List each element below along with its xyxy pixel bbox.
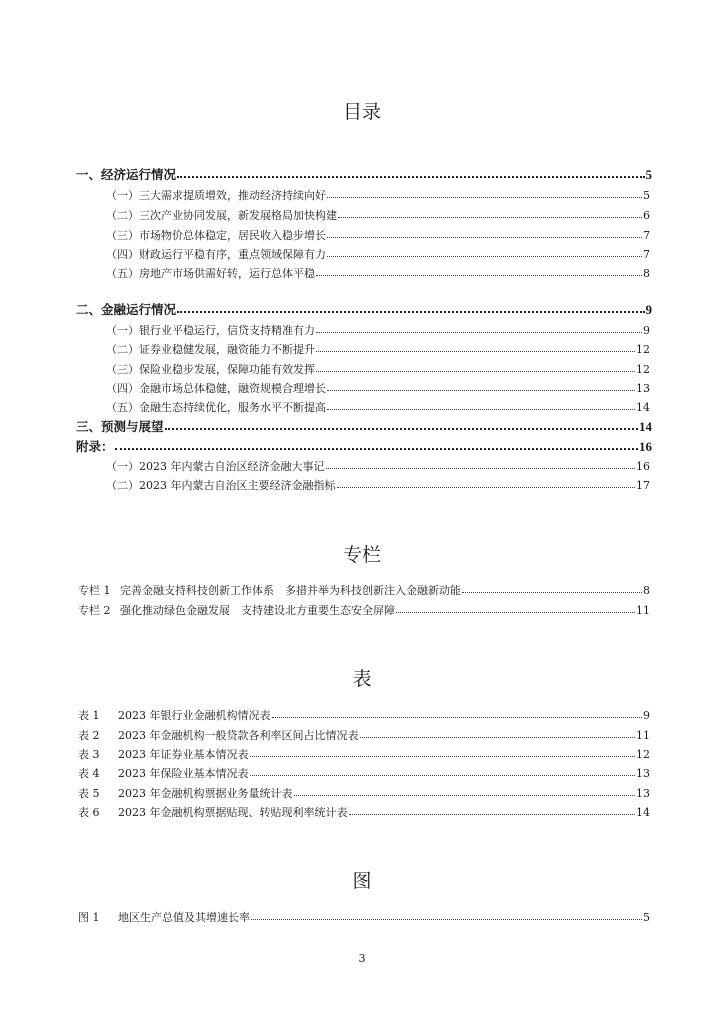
dot-leader xyxy=(316,340,635,352)
table-text: 2023 年保险业基本情况表 xyxy=(118,767,249,780)
toc-entry-page: 9 xyxy=(643,324,650,337)
toc-entry-label: （三）市场物价总体稳定，居民收入稳步增长 xyxy=(106,229,326,242)
toc-entry-label: （二）2023 年内蒙古自治区主要经济金融指标 xyxy=(106,479,336,492)
toc-entry-label: 三、预测与展望 xyxy=(76,419,164,434)
figure-entry-1[interactable] xyxy=(78,909,650,925)
dot-leader xyxy=(250,764,636,776)
toc-entry-page: 9 xyxy=(645,302,652,317)
toc-entry-page: 6 xyxy=(643,209,650,222)
table-text: 2023 年金融机构票据业务量统计表 xyxy=(118,787,293,800)
dot-leader xyxy=(338,206,642,218)
dot-leader xyxy=(327,398,635,410)
toc-entry-label: （二）三次产业协同发展，新发展格局加快构建 xyxy=(106,209,337,222)
dot-leader xyxy=(250,745,636,757)
toc-entry-2-2[interactable] xyxy=(106,341,650,357)
dot-leader xyxy=(115,437,638,450)
dot-leader xyxy=(360,726,636,738)
dot-leader xyxy=(462,581,642,593)
column-entry-1[interactable] xyxy=(78,582,650,598)
column-text: 强化推动绿色金融发展 支持建设北方重要生态安全屏障 xyxy=(120,604,395,617)
figure-label: 图 1 xyxy=(78,911,100,924)
toc-entry-label: 二、金融运行情况 xyxy=(76,302,177,317)
toc-entry-2-3[interactable] xyxy=(106,361,650,377)
toc-entry-appendix-2[interactable] xyxy=(106,477,650,493)
table-text: 2023 年证券业基本情况表 xyxy=(118,748,249,761)
toc-entry-page: 16 xyxy=(636,460,650,473)
toc-entry-label: （一）银行业平稳运行，信贷支持精准有力 xyxy=(106,324,315,337)
dot-leader xyxy=(349,803,636,815)
toc-entry-label: （三）保险业稳步发展，保障功能有效发挥 xyxy=(106,363,315,376)
toc-entry-page: 8 xyxy=(643,267,650,280)
column-text: 完善金融支持科技创新工作体系 多措并举为科技创新注入金融新动能 xyxy=(120,584,461,597)
toc-entry-page: 14 xyxy=(639,419,652,434)
toc-entry-page: 7 xyxy=(643,229,650,242)
toc-entry-label: （四）金融市场总体稳健，融资规模合理增长 xyxy=(106,382,326,395)
toc-entry-section-1[interactable] xyxy=(76,166,652,182)
column-label: 专栏 1 xyxy=(78,584,111,597)
toc-entry-section-3[interactable] xyxy=(76,418,652,434)
figure-text: 地区生产总值及其增速长率 xyxy=(118,911,250,924)
table-text: 2023 年金融机构一般贷款各利率区间占比情况表 xyxy=(118,729,359,742)
dot-leader xyxy=(326,457,636,469)
toc-entry-page: 5 xyxy=(645,167,652,182)
column-page: 11 xyxy=(636,604,650,617)
toc-entry-label: （五）金融生态持续优化，服务水平不断提高 xyxy=(106,401,326,414)
toc-entry-page: 14 xyxy=(636,401,650,414)
toc-entry-page: 17 xyxy=(636,479,650,492)
toc-entry-page: 5 xyxy=(643,189,650,202)
column-page: 8 xyxy=(643,584,650,597)
table-label: 表 1 xyxy=(78,709,100,722)
dot-leader xyxy=(396,601,635,613)
toc-entry-label: （五）房地产市场供需好转，运行总体平稳 xyxy=(106,267,315,280)
figure-page: 5 xyxy=(643,911,650,924)
table-entry-6[interactable] xyxy=(78,804,650,820)
toc-entry-1-1[interactable] xyxy=(106,187,650,203)
dot-leader xyxy=(316,264,642,276)
toc-entry-label: （一）三大需求提质增效，推动经济持续向好 xyxy=(106,189,326,202)
table-entry-1[interactable] xyxy=(78,707,650,723)
tables-title: 表 xyxy=(352,668,372,690)
toc-entry-1-2[interactable] xyxy=(106,207,650,223)
table-entry-3[interactable] xyxy=(78,746,650,762)
table-page: 12 xyxy=(636,748,650,761)
dot-leader xyxy=(327,226,642,238)
toc-entry-page: 7 xyxy=(643,248,650,261)
figures-title: 图 xyxy=(352,870,372,892)
table-label: 表 4 xyxy=(78,767,100,780)
table-page: 9 xyxy=(643,709,650,722)
toc-entry-appendix-1[interactable] xyxy=(106,458,650,474)
table-page: 13 xyxy=(636,767,650,780)
dot-leader xyxy=(177,300,644,313)
table-page: 13 xyxy=(636,787,650,800)
dot-leader xyxy=(251,908,642,920)
table-text: 2023 年银行业金融机构情况表 xyxy=(118,709,271,722)
toc-entry-page: 12 xyxy=(636,363,650,376)
column-label: 专栏 2 xyxy=(78,604,111,617)
toc-entry-1-3[interactable] xyxy=(106,227,650,243)
dot-leader xyxy=(327,379,635,391)
dot-leader xyxy=(327,245,642,257)
columns-title: 专栏 xyxy=(342,544,381,566)
toc-entry-appendix[interactable] xyxy=(76,438,652,454)
table-text: 2023 年金融机构票据贴现、转贴现利率统计表 xyxy=(118,806,348,819)
dot-leader xyxy=(165,417,638,430)
toc-entry-label: （一）2023 年内蒙古自治区经济金融大事记 xyxy=(106,460,325,473)
dot-leader xyxy=(316,360,635,372)
dot-leader xyxy=(177,165,644,178)
toc-entry-label: （二）证券业稳健发展，融资能力不断提升 xyxy=(106,343,315,356)
toc-entry-2-5[interactable] xyxy=(106,399,650,415)
table-label: 表 6 xyxy=(78,806,100,819)
dot-leader xyxy=(272,706,643,718)
toc-entry-2-4[interactable] xyxy=(106,380,650,396)
dot-leader xyxy=(337,476,636,488)
table-entry-2[interactable] xyxy=(78,727,650,743)
table-label: 表 2 xyxy=(78,729,100,742)
toc-entry-label: （四）财政运行平稳有序，重点领域保障有力 xyxy=(106,248,326,261)
column-entry-2[interactable] xyxy=(78,602,650,618)
toc-entry-1-5[interactable] xyxy=(106,265,650,281)
table-page: 14 xyxy=(636,806,650,819)
toc-entry-label: 附录： xyxy=(76,439,114,454)
toc-entry-section-2[interactable] xyxy=(76,301,652,317)
table-page: 11 xyxy=(636,729,650,742)
dot-leader xyxy=(316,321,642,333)
toc-title: 目录 xyxy=(342,101,381,123)
page-number: 3 xyxy=(358,952,366,965)
dot-leader xyxy=(294,784,636,796)
toc-entry-page: 12 xyxy=(636,343,650,356)
table-label: 表 5 xyxy=(78,787,100,800)
dot-leader xyxy=(327,186,642,198)
toc-entry-2-1[interactable] xyxy=(106,322,650,338)
toc-entry-page: 16 xyxy=(639,439,652,454)
toc-entry-1-4[interactable] xyxy=(106,246,650,262)
toc-entry-label: 一、经济运行情况 xyxy=(76,167,177,182)
table-entry-5[interactable] xyxy=(78,785,650,801)
table-entry-4[interactable] xyxy=(78,765,650,781)
toc-entry-page: 13 xyxy=(636,382,650,395)
table-label: 表 3 xyxy=(78,748,100,761)
